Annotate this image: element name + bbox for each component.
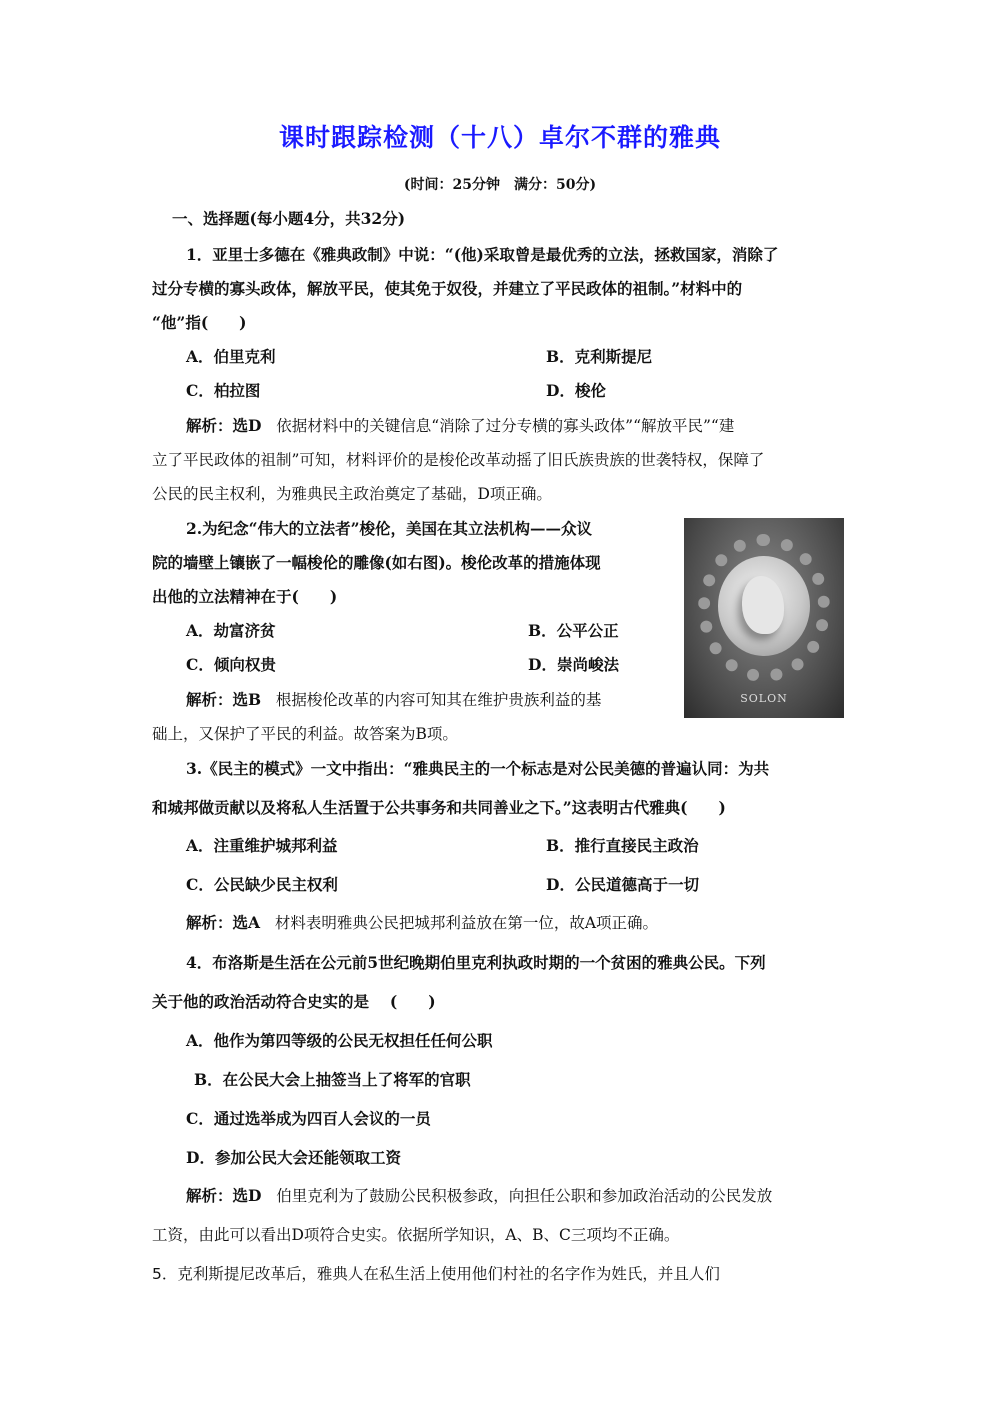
q1-answer-text-1: 依据材料中的关键信息“消除了过分专横的寡头政体”“解放平民”“建: [276, 417, 735, 435]
q2-answer-line-2: 础上，又保护了平民的利益。故答案为B项。: [152, 725, 458, 743]
q2-answer-text-1: 根据梭伦改革的内容可知其在维护贵族利益的基: [275, 691, 602, 709]
q4-option-d: D．参加公民大会还能领取工资: [186, 1148, 401, 1167]
portrait-caption: SOLON: [740, 692, 788, 705]
q3-option-d: D．公民道德高于一切: [546, 875, 699, 894]
q2-line-3: 出他的立法精神在于( ): [152, 587, 338, 606]
q5-line-1: 5．克利斯提尼改革后，雅典人在私生活上使用他们村社的名字作为姓氏，并且人们: [152, 1265, 720, 1283]
q3-line-2: 和城邦做贡献以及将私人生活置于公共事务和共同善业之下。”这表明古代雅典( ): [152, 798, 726, 817]
q3-answer-label: 解析：选A: [186, 913, 261, 932]
q4-answer-line-1: [186, 1186, 772, 1206]
q3-answer-text-1: 材料表明雅典公民把城邦利益放在第一位，故A项正确。: [274, 914, 659, 932]
q3-option-c: C．公民缺少民主权利: [186, 875, 338, 894]
solon-portrait-image: [684, 518, 844, 718]
q2-answer-label: 解析：选B: [186, 690, 262, 709]
q2-option-a: A．劫富济贫: [186, 621, 276, 640]
q3-option-b: B．推行直接民主政治: [546, 836, 699, 855]
q2-line-2: 院的墙壁上镶嵌了一幅梭伦的雕像(如右图)。梭伦改革的措施体现: [152, 553, 601, 572]
q1-answer-line-3: 公民的民主权利，为雅典民主政治奠定了基础，D项正确。: [152, 485, 552, 503]
q2-option-b: B．公平公正: [528, 621, 619, 640]
q2-option-d: D．崇尚峻法: [528, 655, 619, 674]
q4-line-1: 4．布洛斯是生活在公元前5世纪晚期伯里克利执政时期的一个贫困的雅典公民。下列: [186, 953, 766, 972]
q3-option-a: A．注重维护城邦利益: [186, 836, 338, 855]
q1-option-a: A．伯里克利: [186, 347, 276, 366]
q1-answer-label: 解析：选D: [186, 416, 262, 435]
q4-option-c: C．通过选举成为四百人会议的一员: [186, 1109, 431, 1128]
q1-answer-line-2: 立了平民政体的祖制”可知，材料评价的是梭伦改革动摇了旧氏族贵族的世袭特权，保障了: [152, 451, 765, 469]
q2-option-c: C．倾向权贵: [186, 655, 276, 674]
q1-line-3: “他”指( ): [152, 313, 247, 332]
q1-option-d: D．梭伦: [546, 381, 606, 400]
q4-option-b: B．在公民大会上抽签当上了将军的官职: [194, 1070, 471, 1089]
q4-answer-label: 解析：选D: [186, 1186, 262, 1205]
q1-line-2: 过分专横的寡头政体，解放平民，使其免于奴役，并建立了平民政体的祖制。”材料中的: [152, 279, 743, 298]
q1-answer-line-1: [186, 416, 734, 436]
q2-line-1: 2.为纪念“伟大的立法者”梭伦，美国在其立法机构——众议: [186, 519, 593, 538]
q4-answer-text-1: 伯里克利为了鼓励公民积极参政，向担任公职和参加政治活动的公民发放: [276, 1187, 773, 1205]
exam-meta: (时间：25分钟 满分：50分): [403, 177, 597, 193]
q4-line-2: 关于他的政治活动符合史实的是 ( ): [152, 992, 436, 1011]
q3-answer-line-1: [186, 913, 658, 933]
q4-option-a: A．他作为第四等级的公民无权担任任何公职: [186, 1031, 493, 1050]
q2-answer-line-1: [186, 690, 601, 710]
q1-line-1: 1．亚里士多德在《雅典政制》中说：“(他)采取曾是最优秀的立法，拯救国家，消除了: [186, 245, 779, 264]
q4-answer-line-2: 工资，由此可以看出D项符合史实。依据所学知识，A、B、C三项均不正确。: [152, 1226, 680, 1244]
q3-line-1: 3.《民主的模式》一文中指出：“雅典民主的一个标志是对公民美德的普遍认同：为共: [186, 759, 770, 778]
q1-option-b: B．克利斯提尼: [546, 347, 653, 366]
section-heading: 一、选择题(每小题4分，共32分): [172, 209, 406, 228]
page-title: 课时跟踪检测（十八）卓尔不群的雅典: [278, 123, 721, 152]
q1-option-c: C．柏拉图: [186, 381, 261, 400]
